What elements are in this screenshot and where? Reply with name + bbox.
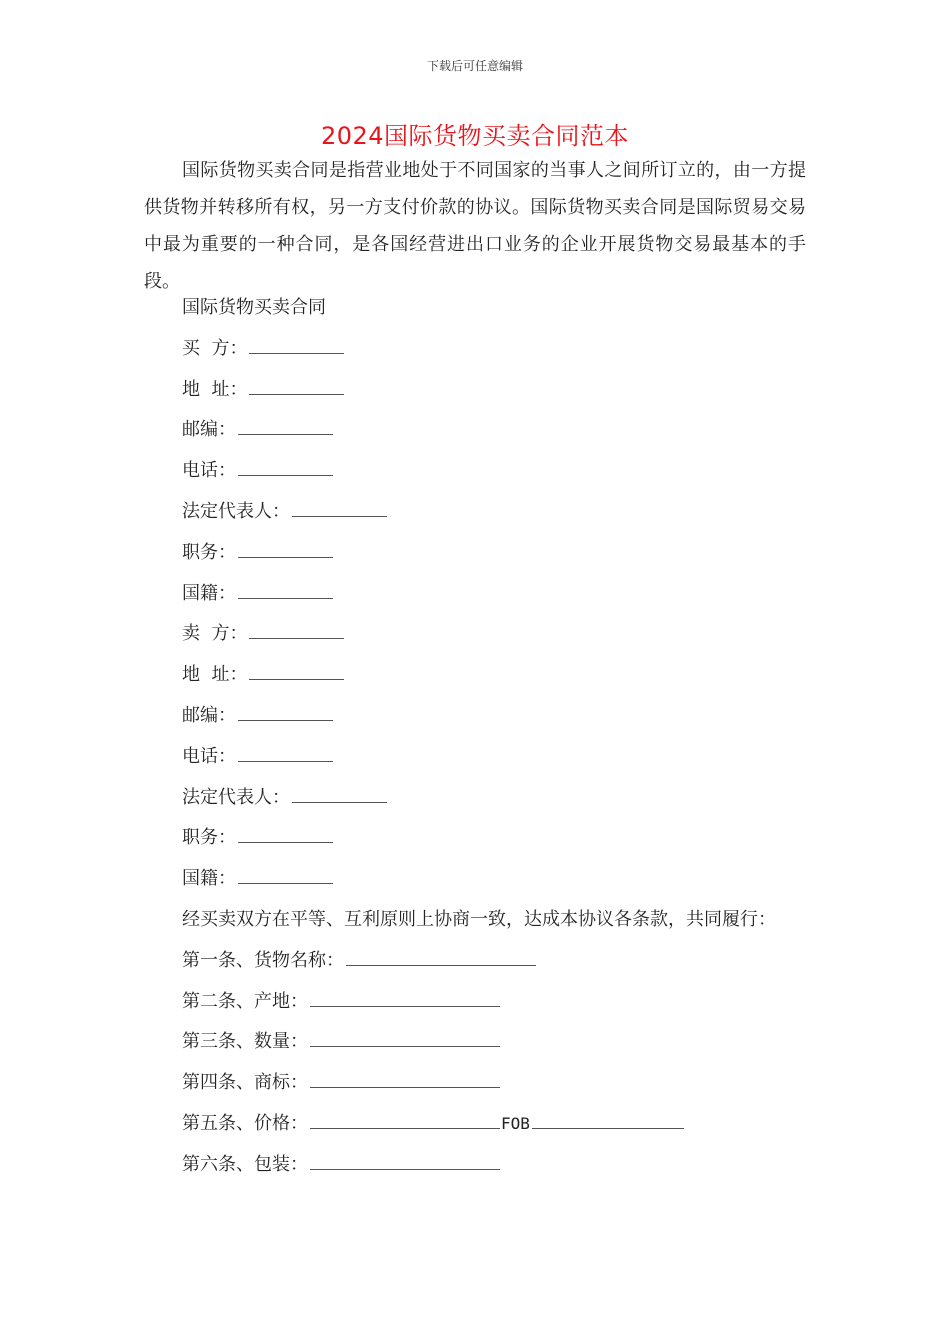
- article-2-row: [182, 982, 822, 1023]
- buyer-legal-rep-label: 法定代表人：: [182, 500, 290, 522]
- article-6-label: 第六条、包装：: [182, 1153, 308, 1175]
- article-3-blank[interactable]: [310, 1045, 500, 1047]
- buyer-nationality-blank[interactable]: [238, 597, 333, 599]
- buyer-phone-row: [182, 451, 822, 492]
- article-6-blank[interactable]: [310, 1168, 500, 1170]
- seller-nationality-blank[interactable]: [238, 882, 333, 884]
- article-3-row: [182, 1022, 822, 1063]
- seller-phone-blank[interactable]: [238, 760, 333, 762]
- article-6-row: [182, 1145, 822, 1186]
- article-5-label: 第五条、价格：: [182, 1112, 308, 1134]
- buyer-address-label: 地 址：: [182, 378, 248, 400]
- seller-position-row: [182, 818, 822, 859]
- article-4-blank[interactable]: [310, 1086, 500, 1088]
- seller-phone-row: [182, 737, 822, 778]
- buyer-position-label: 职务：: [182, 541, 236, 563]
- seller-postcode-blank[interactable]: [238, 719, 333, 721]
- seller-legal-rep-row: [182, 778, 822, 819]
- agreement-text: 经买卖双方在平等、互利原则上协商一致，达成本协议各条款，共同履行：: [182, 908, 776, 930]
- article-4-label: 第四条、商标：: [182, 1072, 308, 1094]
- seller-position-label: 职务：: [182, 827, 236, 849]
- buyer-address-row: [182, 370, 822, 411]
- article-1-label: 第一条、货物名称：: [182, 949, 344, 971]
- article-5-fob-blank[interactable]: [532, 1127, 684, 1129]
- article-2-label: 第二条、产地：: [182, 990, 308, 1012]
- buyer-address-blank[interactable]: [249, 393, 344, 395]
- buyer-legal-rep-row: [182, 492, 822, 533]
- header-note: 下载后可任意编辑: [426, 59, 523, 73]
- buyer-position-blank[interactable]: [238, 556, 333, 558]
- seller-party-label: 卖 方：: [182, 623, 248, 645]
- buyer-nationality-row: [182, 574, 822, 615]
- buyer-postcode-label: 邮编：: [182, 419, 236, 441]
- seller-legal-rep-label: 法定代表人：: [182, 786, 290, 808]
- agreement-row: [182, 900, 822, 941]
- seller-party-row: [182, 614, 822, 655]
- buyer-postcode-row: [182, 410, 822, 451]
- seller-postcode-label: 邮编：: [182, 704, 236, 726]
- buyer-phone-blank[interactable]: [238, 474, 333, 476]
- buyer-nationality-label: 国籍：: [182, 582, 236, 604]
- seller-position-blank[interactable]: [238, 841, 333, 843]
- buyer-postcode-blank[interactable]: [238, 433, 333, 435]
- seller-party-blank[interactable]: [249, 637, 344, 639]
- seller-address-label: 地 址：: [182, 664, 248, 686]
- seller-legal-rep-blank[interactable]: [292, 801, 387, 803]
- article-5-row: [182, 1104, 822, 1145]
- contract-heading: [182, 288, 822, 329]
- buyer-party-blank[interactable]: [249, 352, 344, 354]
- intro-paragraph: 国际货物买卖合同是指营业地处于不同国家的当事人之间所订立的，由一方提供货物并转移所有权，另一方支付价款的协议。国际货物买卖合同是国际贸易交易中最为重要的一种合同，是各国经营进出口业务的企业开展货物交易最基本的手段。: [144, 160, 806, 292]
- article-1-row: [182, 941, 822, 982]
- buyer-phone-label: 电话：: [182, 460, 236, 482]
- article-1-blank[interactable]: [346, 964, 536, 966]
- article-5-price-blank[interactable]: [310, 1127, 500, 1129]
- article-4-row: [182, 1063, 822, 1104]
- contract-body: [182, 288, 822, 1186]
- seller-nationality-row: [182, 859, 822, 900]
- buyer-party-label: 买 方：: [182, 337, 248, 359]
- seller-phone-label: 电话：: [182, 745, 236, 767]
- article-3-label: 第三条、数量：: [182, 1031, 308, 1053]
- document-title: 2024国际货物买卖合同范本: [320, 122, 630, 150]
- article-5-fob-term: FOB: [501, 1113, 530, 1133]
- contract-heading-text: 国际货物买卖合同: [182, 297, 326, 318]
- buyer-party-row: [182, 329, 822, 370]
- seller-postcode-row: [182, 696, 822, 737]
- article-2-blank[interactable]: [310, 1005, 500, 1007]
- seller-address-blank[interactable]: [249, 678, 344, 680]
- buyer-position-row: [182, 533, 822, 574]
- seller-address-row: [182, 655, 822, 696]
- seller-nationality-label: 国籍：: [182, 868, 236, 890]
- buyer-legal-rep-blank[interactable]: [292, 515, 387, 517]
